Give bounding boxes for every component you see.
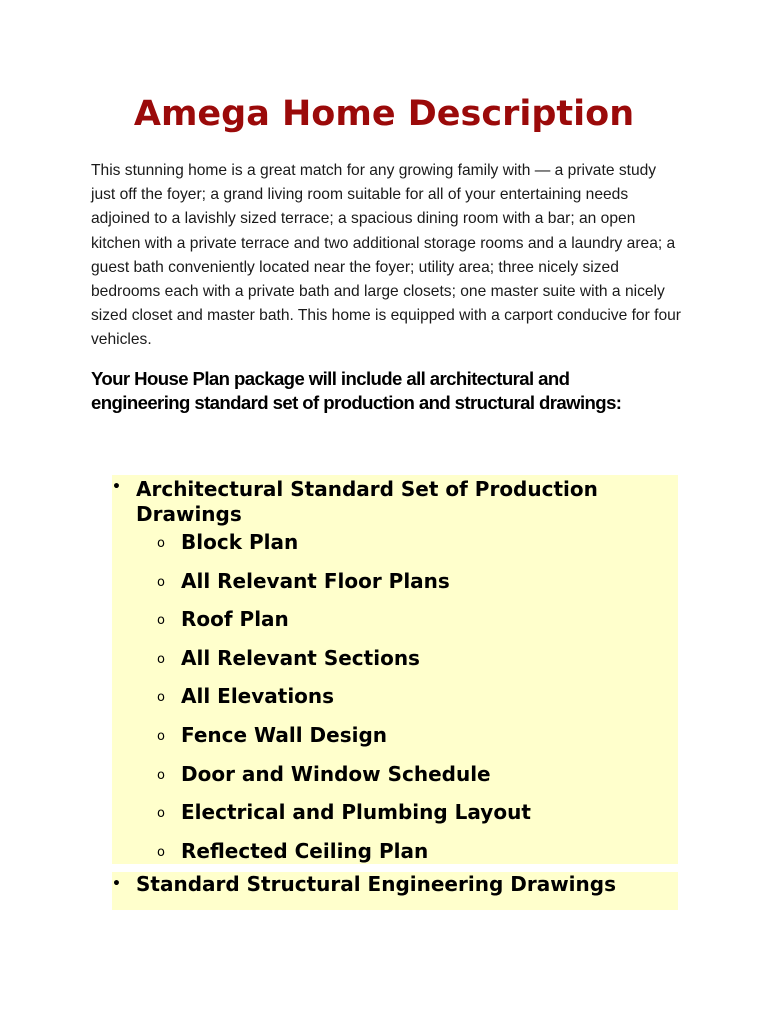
- sublist-item-label: All Relevant Floor Plans: [181, 568, 450, 593]
- sublist-item-label: All Elevations: [181, 684, 335, 709]
- sublist-item-label: Electrical and Plumbing Layout: [181, 800, 531, 825]
- sublist-item-label: Roof Plan: [181, 607, 289, 632]
- bullet-icon: •: [112, 875, 121, 892]
- intro-paragraph: This stunning home is a great match for any growing family with — a private study just off the foyer; a grand living room suitable for all of your entertaining needs adjoined to a lavishly sized terrace; a spacious dining room with a bar; an open kitchen with a private terrace and two additional storage rooms and a laundry area; a guest bath conveniently located near the foyer; utility area; three nicely sized bedrooms each with a private bath and large closets; one master suite with a nicely sized closet and master bath. This home is equipped with a carport conducive for four vehicles.: [91, 162, 681, 349]
- sublist-item: [136, 645, 678, 684]
- list-item-label: Architectural Standard Set of Production Drawings: [136, 477, 598, 526]
- circle-bullet-icon: o: [157, 690, 165, 706]
- sublist-item-label: Reflected Ceiling Plan: [181, 838, 429, 863]
- sublist-item-label: Door and Window Schedule: [181, 761, 491, 786]
- circle-bullet-icon: o: [157, 844, 165, 860]
- sublist-item-label: All Relevant Sections: [181, 645, 420, 670]
- circle-bullet-icon: o: [157, 767, 165, 783]
- list-item-label: Standard Structural Engineering Drawings: [136, 871, 616, 896]
- architectural-sublist: [136, 529, 678, 864]
- circle-bullet-icon: o: [157, 613, 165, 629]
- circle-bullet-icon: o: [157, 651, 165, 667]
- circle-bullet-icon: o: [157, 728, 165, 744]
- list-item-architectural: [112, 475, 678, 864]
- circle-bullet-icon: o: [157, 806, 165, 822]
- sublist-item-label: Fence Wall Design: [181, 722, 388, 747]
- sublist-item: [136, 761, 678, 800]
- circle-bullet-icon: o: [157, 574, 165, 590]
- sublist-item: [136, 529, 678, 568]
- sublist-item: [136, 606, 678, 645]
- circle-bullet-icon: o: [157, 536, 165, 551]
- package-heading: Your House Plan package will include all architectural and engineering standard set of production and structural drawings:: [91, 368, 622, 413]
- bullet-icon: •: [112, 479, 121, 495]
- drawings-list: [112, 475, 678, 910]
- list-item-structural: [112, 872, 678, 910]
- sublist-item: [136, 683, 678, 722]
- sublist-item-label: Block Plan: [181, 530, 299, 554]
- page-title: Amega Home Description: [133, 94, 635, 134]
- sublist-item: [136, 722, 678, 761]
- sublist-item: [136, 568, 678, 607]
- sublist-item: [136, 799, 678, 838]
- sublist-item: [136, 838, 678, 864]
